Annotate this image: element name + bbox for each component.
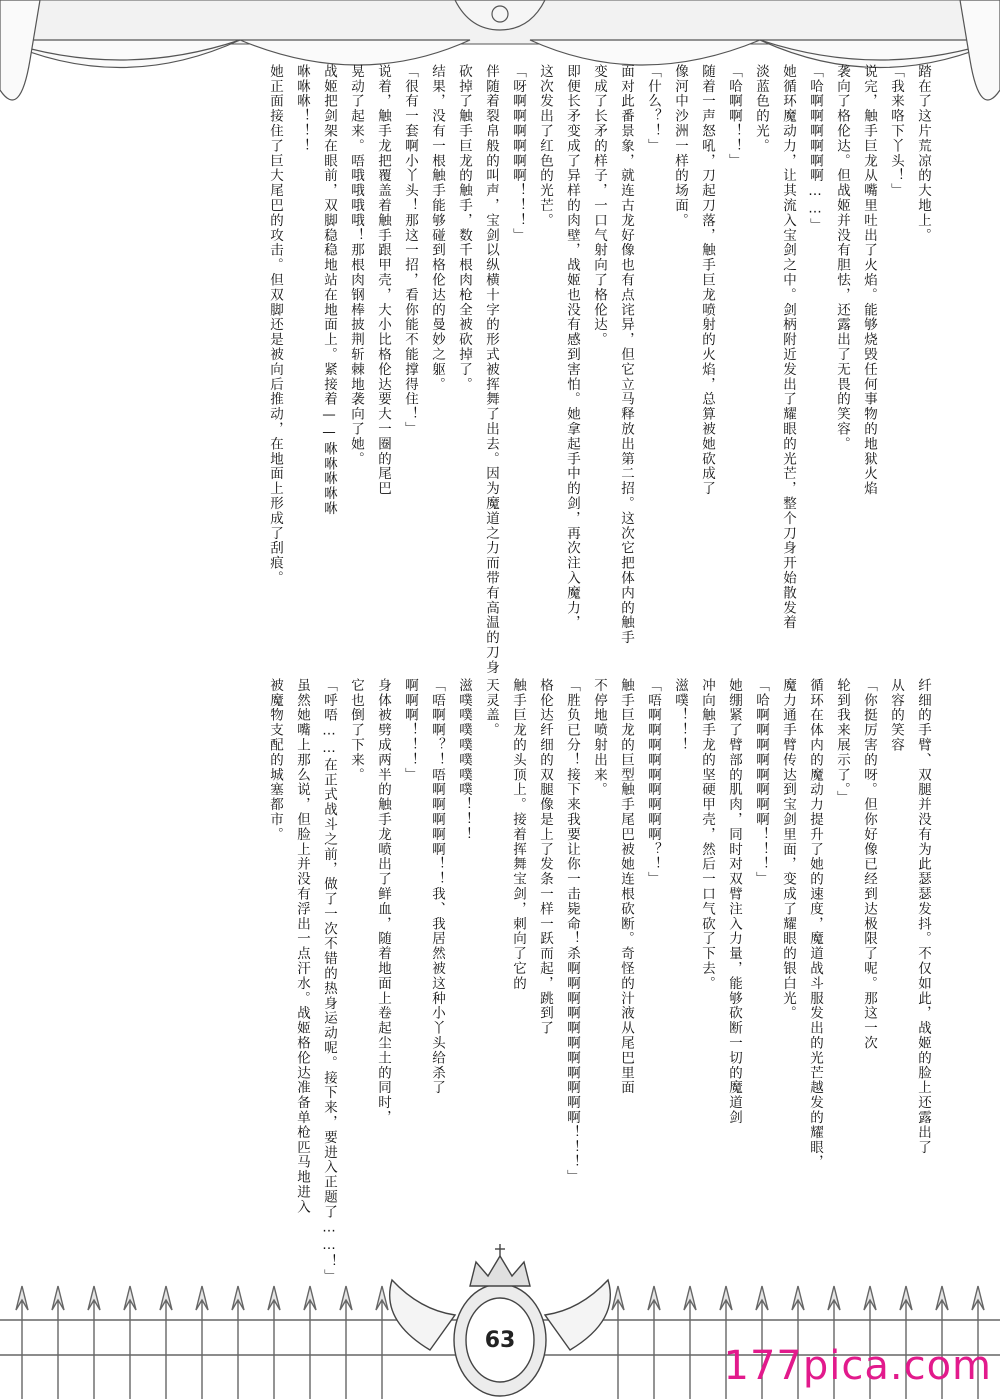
- text-block-top: [261, 64, 936, 675]
- text-column: 这次发出了红色的光芒。: [537, 64, 553, 228]
- text-column: 随着一声怒吼，刀起刀落，触手巨龙喷射的火焰，总算被她砍成了: [699, 64, 715, 497]
- text-column: 滋噗！！！: [672, 678, 688, 753]
- text-column: 纤细的手臂、双腿并没有为此瑟瑟发抖。不仅如此，战姬的脸上还露出了: [915, 678, 931, 1155]
- text-column: 她正面接住了巨大尾巴的攻击。但双脚还是被向后推动，在地面上形成了刮痕。: [267, 64, 283, 586]
- text-column: 冲向触手龙的坚硬甲壳，然后一口气砍了下去。: [699, 678, 715, 991]
- text-column: 她绷紧了臂部的肌肉，同时对双臂注入力量，能够砍断一切的魔道剑: [726, 678, 742, 1125]
- text-column: 面对此番景象，就连古龙好像也有点诧异，但它立马释放出第二招。这次它把体内的触手: [618, 64, 634, 646]
- watermark-text: 177pica.com: [723, 1343, 992, 1389]
- text-column: 「哈啊啊啊啊啊啊……」: [807, 64, 823, 233]
- text-column: 它也倒了下来。: [348, 678, 364, 783]
- text-column: 战姬把剑架在眼前，双脚稳稳地站在地面上。紧接着——咻咻咻咻咻: [321, 64, 337, 516]
- text-column: 她循环魔动力，让其流入宝剑之中。剑柄附近发出了耀眼的光芒，整个刀身开始散发着: [780, 64, 796, 631]
- text-column: 说完，触手巨龙从嘴里吐出了火焰。能够烧毁任何事物的地狱火焰: [861, 64, 877, 497]
- text-column: 「你挺厉害的呀。但你好像已经到达极限了呢。那这一次: [861, 678, 877, 1051]
- text-column: 变成了长矛的样子，一口气射向了格伦达。: [591, 64, 607, 348]
- text-column: 虽然她嘴上那么说，但脸上并没有浮出一点汗水。战姬格伦达准备单枪匹马地进入: [294, 678, 310, 1215]
- text-column: 轮到我来展示了。」: [834, 678, 850, 806]
- text-column: 滋噗噗噗噗噗噗噗！！！: [456, 678, 472, 842]
- text-column: 「呀啊啊啊啊啊啊！！！」: [510, 64, 526, 243]
- text-column: 咻咻咻！！！: [294, 64, 310, 154]
- text-column: 格伦达纤细的双腿像是上了发条一样一跃而起，跳到了: [537, 678, 553, 1036]
- text-column: 循环在体内的魔动力提升了她的速度，魔道战斗服发出的光芒越发的耀眼，: [807, 678, 823, 1170]
- text-column: 「哈啊啊！！」: [726, 64, 742, 169]
- text-column: 「唔啊啊啊啊啊啊啊啊啊？！」: [645, 678, 661, 887]
- text-column: 踏在了这片荒凉的大地上。: [915, 64, 931, 243]
- text-column: 砍掉了触手巨龙的触手，数千根肉枪全被砍掉了。: [456, 64, 472, 392]
- text-column: 被魔物支配的城塞都市。: [267, 678, 283, 842]
- left-wing-icon: [390, 1280, 455, 1350]
- text-column: 不停地喷射出来。: [591, 678, 607, 798]
- text-column: 触手巨龙的头顶上。接着挥舞宝剑，刺向了它的: [510, 678, 526, 991]
- text-column: 即便长矛变成了异样的肉壁，战姬也没有感到害怕。她拿起手中的剑，再次注入魔力，: [564, 64, 580, 631]
- text-column: 「胜负已分！接下来我要让你一击毙命！杀啊啊啊啊啊啊啊啊啊啊啊！！！」: [564, 678, 580, 1185]
- text-column: 「什么？！」: [645, 64, 661, 154]
- text-block-bottom: [261, 678, 936, 1284]
- text-column: 晃动了起来。唔哦哦哦哦！那根肉钢棒披荆斩棘地袭向了她。: [348, 64, 364, 467]
- text-column: 天灵盖。: [483, 678, 499, 738]
- text-column: 触手巨龙的巨型触手尾巴被她连根砍断。奇怪的汁液从尾巴里面: [618, 678, 634, 1096]
- text-column: 身体被劈成两半的触手龙喷出了鲜血，随着地面上卷起尘土的同时，: [375, 678, 391, 1125]
- text-column: 啊啊啊！！！」: [402, 678, 418, 783]
- text-column: 魔力通手臂传达到宝剑里面，变成了耀眼的银白光。: [780, 678, 796, 1021]
- text-column: 「我来咯下丫头！」: [888, 64, 904, 199]
- text-column: 结果，没有一根触手能够碰到格伦达的曼妙之躯。: [429, 64, 445, 392]
- text-column: 「呼唔……在正式战斗之前，做了一次不错的热身运动呢。接下来，要进入正题了……！」: [321, 678, 337, 1284]
- text-column: 袭向了格伦达。但战姬并没有胆怯，还露出了无畏的笑容。: [834, 64, 850, 452]
- text-column: 说着，触手龙把覆盖着触手跟甲壳，大小比格伦达要大一圈的尾巴: [375, 64, 391, 497]
- text-column: 「唔啊啊？！唔啊啊啊啊啊！！我、我居然被这种小丫头给杀了: [429, 678, 445, 1096]
- text-column: 像河中沙洲一样的场面。: [672, 64, 688, 228]
- text-column: 从容的笑容: [888, 678, 904, 753]
- right-wing-icon: [545, 1280, 610, 1350]
- page-number: 63: [484, 1327, 516, 1353]
- text-column: 「很有一套啊小丫头！那这一招，看你能不能撑得住！」: [402, 64, 418, 437]
- crown-icon: [470, 1256, 530, 1286]
- text-column: 淡蓝色的光。: [753, 64, 769, 154]
- text-column: 伴随着裂帛般的叫声，宝剑以纵横十字的形式被挥舞了出去。因为魔道之力而带有高温的刀身: [483, 64, 499, 675]
- text-column: 「哈啊啊啊啊啊啊啊啊！！！」: [753, 678, 769, 887]
